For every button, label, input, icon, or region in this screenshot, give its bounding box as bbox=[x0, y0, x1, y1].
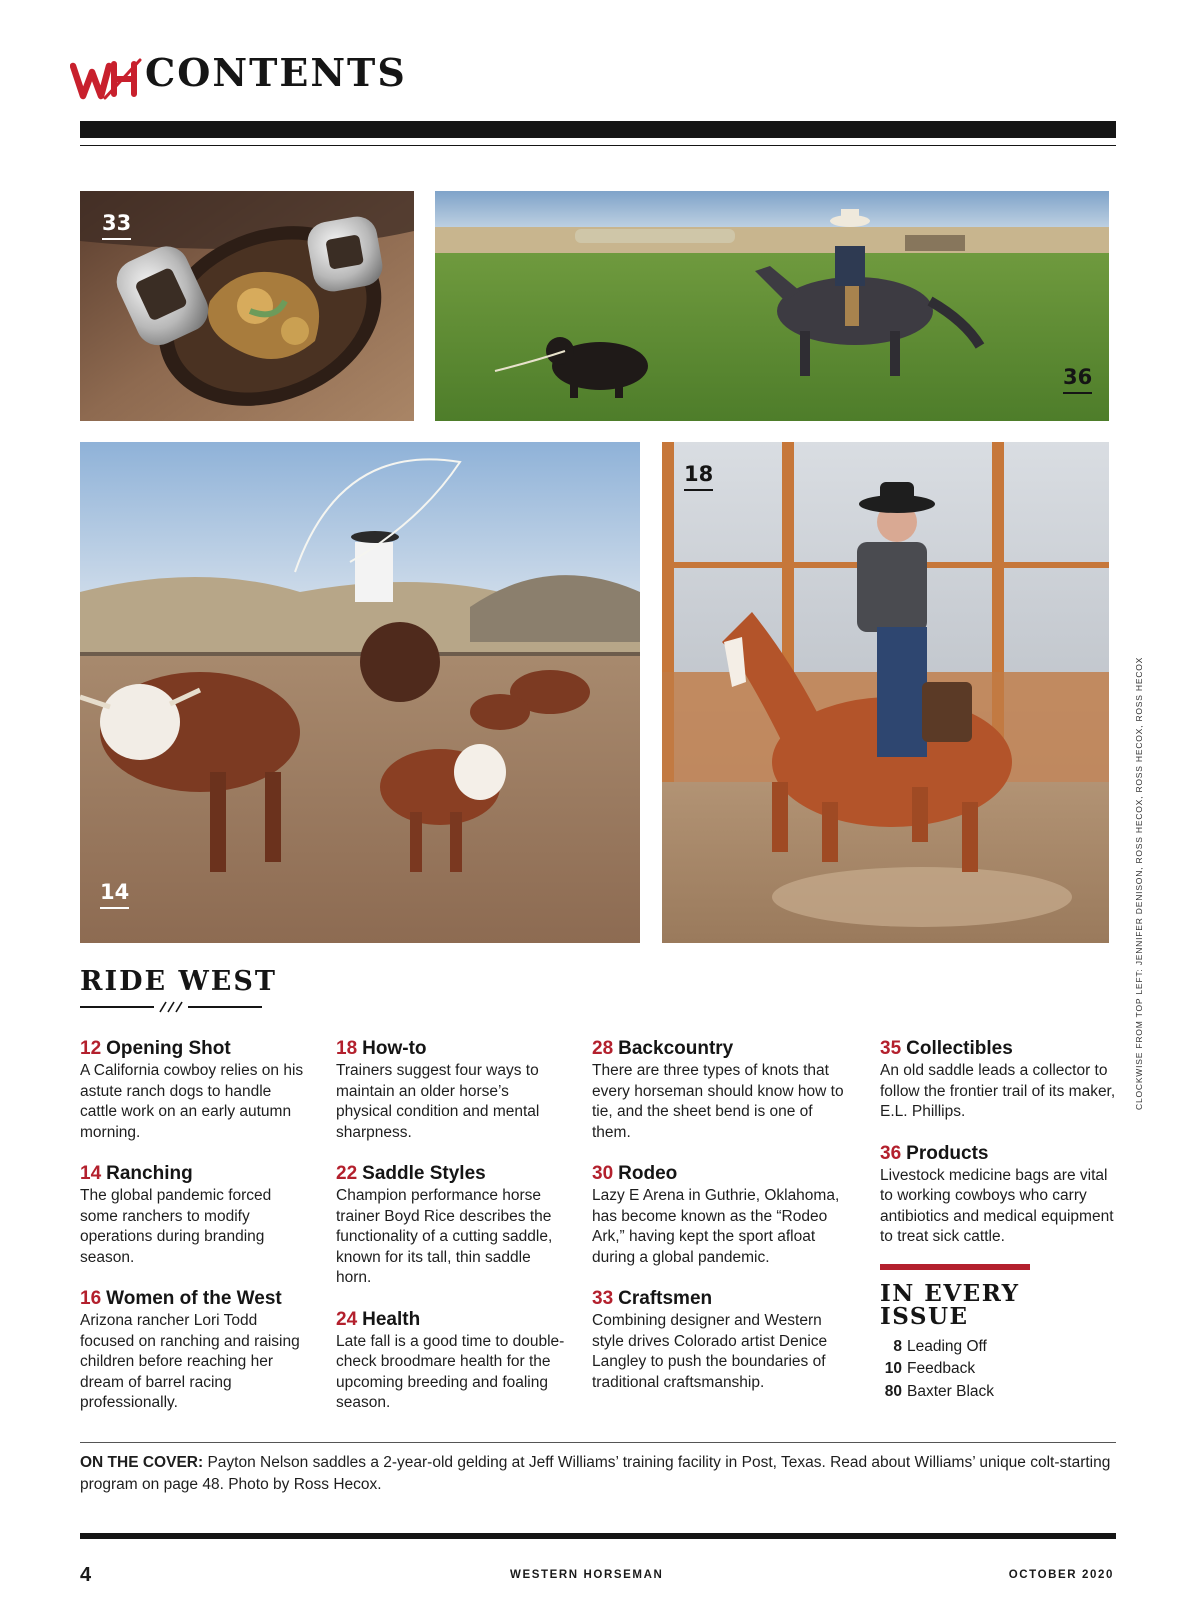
toc-entry[interactable] bbox=[880, 1143, 1116, 1248]
magazine-name: WESTERN HORSEMAN bbox=[510, 1569, 664, 1581]
toc-title: Products bbox=[906, 1142, 989, 1164]
toc-description: There are three types of knots that every horseman should know how to tie, and the sheet bend is one of them. bbox=[592, 1062, 844, 1141]
toc-title: Opening Shot bbox=[106, 1038, 231, 1059]
toc-page-number: 12 bbox=[80, 1038, 102, 1059]
toc-description: Trainers suggest four ways to maintain an older horse’s physical condition and mental sharpness. bbox=[336, 1062, 540, 1141]
header-rule-thick bbox=[80, 121, 1116, 138]
section-ornament bbox=[80, 1000, 262, 1014]
toc-entry[interactable] bbox=[336, 1163, 566, 1289]
photo-page-number: 33 bbox=[102, 213, 131, 240]
toc-page-number: 24 bbox=[336, 1308, 358, 1330]
photo-cutting-horse-arena bbox=[662, 442, 1109, 943]
toc-title: Health bbox=[362, 1308, 421, 1330]
toc-title: Rodeo bbox=[618, 1163, 678, 1184]
in-every-issue-item[interactable] bbox=[880, 1358, 1116, 1381]
photo-tooled-leather-buckle bbox=[80, 191, 414, 421]
toc-title: Collectibles bbox=[906, 1038, 1013, 1059]
iei-label: Leading Off bbox=[907, 1337, 987, 1355]
toc-entry[interactable] bbox=[80, 1288, 310, 1414]
header-rule-thin bbox=[80, 145, 1116, 146]
toc-description: Champion performance horse trainer Boyd Rice describes the functionality of a cutting saddle, known for its tall, thin saddle horn. bbox=[336, 1187, 553, 1286]
in-every-issue-title: IN EVERY ISSUE bbox=[880, 1279, 1020, 1330]
cover-text: Payton Nelson saddles a 2-year-old gelding at Jeff Williams’ training facility in Post, Texas. Read about Williams’ unique colt-starting program on page 48. Photo by Ross Hecox. bbox=[80, 1454, 1111, 1493]
toc-column-1 bbox=[80, 1038, 310, 1434]
toc-description: Combining designer and Western style drives Colorado artist Denice Langley to push the boundaries of traditional craftsmanship. bbox=[592, 1312, 828, 1391]
toc-page-number: 35 bbox=[880, 1038, 902, 1059]
toc-page-number: 30 bbox=[592, 1163, 614, 1184]
toc-page-number: 28 bbox=[592, 1038, 614, 1059]
toc-description: An old saddle leads a collector to follow the frontier trail of its maker, E.L. Phillips. bbox=[880, 1062, 1116, 1120]
toc-entry[interactable] bbox=[880, 1038, 1116, 1123]
iei-page-number: 8 bbox=[893, 1337, 902, 1355]
iei-label: Baxter Black bbox=[907, 1382, 995, 1400]
toc-entry[interactable] bbox=[336, 1309, 566, 1414]
toc-description: Arizona rancher Lori Todd focused on ranching and raising children before reaching her dream of barrel racing professionally. bbox=[80, 1312, 300, 1411]
issue-date: OCTOBER 2020 bbox=[1008, 1569, 1114, 1581]
photo-page-number: 18 bbox=[684, 464, 713, 491]
toc-page-number: 36 bbox=[880, 1142, 902, 1164]
toc-description: Livestock medicine bags are vital to working cowboys who carry antibiotics and medical equipment to treat sick cattle. bbox=[880, 1166, 1114, 1245]
toc-page-number: 16 bbox=[80, 1288, 102, 1309]
toc-page-number: 22 bbox=[336, 1163, 358, 1184]
photo-roping-calf-field bbox=[435, 191, 1109, 421]
western-horseman-logo bbox=[70, 56, 142, 102]
toc-entry[interactable] bbox=[592, 1288, 852, 1393]
toc-title: Ranching bbox=[106, 1163, 193, 1184]
page-title: CONTENTS bbox=[145, 50, 407, 95]
in-every-issue-item[interactable] bbox=[880, 1381, 1116, 1404]
toc-description: A California cowboy relies on his astute ranch dogs to handle cattle work on an early autumn morning. bbox=[80, 1062, 304, 1141]
toc-description: Lazy E Arena in Guthrie, Oklahoma, has become known as the “Rodeo Ark,” having kept the sport afloat during a global pandemic. bbox=[592, 1187, 840, 1266]
toc-description: Late fall is a good time to double-check broodmare health for the upcoming breeding and foaling season. bbox=[336, 1332, 565, 1411]
cover-rule bbox=[80, 1442, 1116, 1443]
photo-ranch-roping-cattle bbox=[80, 442, 640, 943]
toc-page-number: 33 bbox=[592, 1288, 614, 1309]
cover-caption bbox=[80, 1452, 1120, 1496]
toc-title: Saddle Styles bbox=[362, 1163, 486, 1184]
toc-title: Women of the West bbox=[106, 1288, 282, 1309]
photo-page-number: 36 bbox=[1063, 367, 1092, 394]
in-every-issue-accent-bar bbox=[880, 1264, 1030, 1270]
toc-column-2 bbox=[336, 1038, 566, 1434]
footer-rule bbox=[80, 1533, 1116, 1539]
toc-entry[interactable] bbox=[592, 1163, 852, 1268]
toc-entry[interactable] bbox=[336, 1038, 566, 1143]
toc-column-4 bbox=[880, 1038, 1116, 1403]
toc-title: Backcountry bbox=[618, 1038, 734, 1059]
iei-page-number: 80 bbox=[884, 1382, 902, 1400]
iei-label: Feedback bbox=[907, 1360, 976, 1377]
page-number: 4 bbox=[80, 1564, 92, 1586]
section-title: RIDE WEST bbox=[80, 966, 277, 997]
toc-entry[interactable] bbox=[80, 1038, 310, 1143]
cover-label: ON THE COVER: bbox=[80, 1454, 204, 1471]
toc-page-number: 14 bbox=[80, 1163, 102, 1184]
toc-entry[interactable] bbox=[80, 1163, 310, 1268]
in-every-issue-item[interactable] bbox=[880, 1336, 1116, 1359]
iei-page-number: 10 bbox=[884, 1360, 902, 1377]
toc-page-number: 18 bbox=[336, 1038, 358, 1059]
toc-description: The global pandemic forced some ranchers to modify operations during branding season. bbox=[80, 1187, 272, 1266]
toc-title: How-to bbox=[362, 1038, 427, 1059]
toc-column-3 bbox=[592, 1038, 852, 1413]
photo-page-number: 14 bbox=[100, 882, 129, 909]
toc-title: Craftsmen bbox=[618, 1288, 713, 1309]
toc-entry[interactable] bbox=[592, 1038, 852, 1143]
photo-credits: CLOCKWISE FROM TOP LEFT: JENNIFER DENISON, ROSS HECOX, ROSS HECOX, ROSS HECOX bbox=[1134, 656, 1144, 1110]
